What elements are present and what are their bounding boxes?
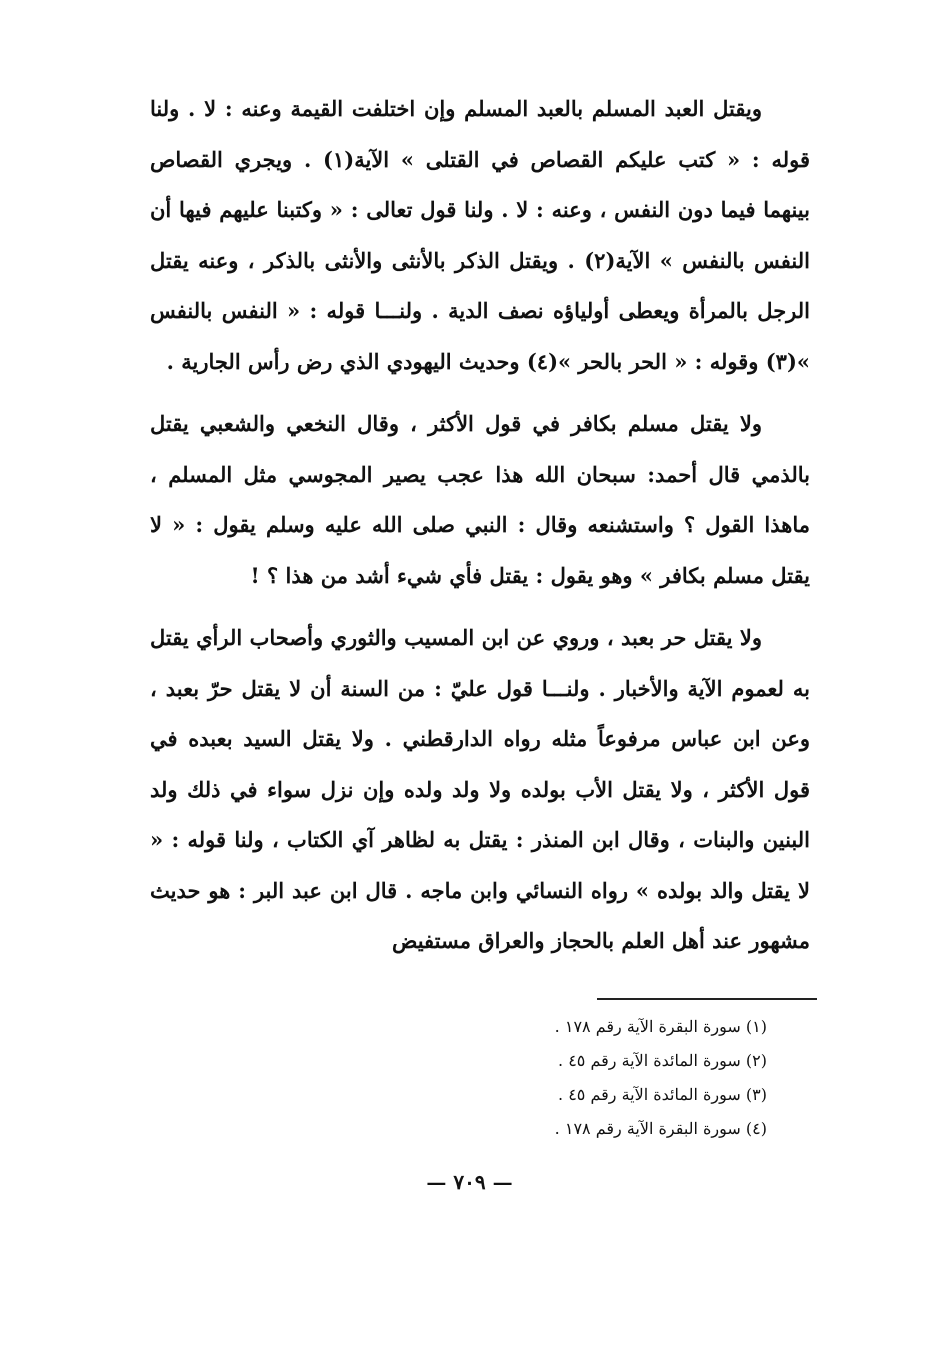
- main-text: [150, 84, 810, 967]
- footnote-divider: [597, 998, 817, 1000]
- page-number: — ٧٠٩ —: [426, 1170, 513, 1194]
- footnote-3: (٣) سورة المائدة الآية رقم ٤٥ .: [558, 1085, 767, 1104]
- footnote-4: (٤) سورة البقرة الآية رقم ١٧٨ .: [554, 1119, 767, 1138]
- paragraph-1: ويقتل العبد المسلم بالعبد المسلم وإن اختلفت القيمة وعنه : لا . ولنا قوله : « كتب عليكم القصاص في القتلى » الآية(١) . ويجري القصاص بينهما فيما دون النفس ، وعنه : لا . ولنا قول تعالى : « وكتبنا عليهم فيها أن النفس بالنفس » الآية(٢) . ويقتل الذكر بالأنثى والأنثى بالذكر ، وعنه يقتل الرجل بالمرأة ويعطى أولياؤه نصف الدية . ولنـــا قوله : « النفس بالنفس »(٣) وقوله : « الحر بالحر »(٤) وحديث اليهودي الذي رض رأس الجارية .: [150, 96, 810, 374]
- footnote-2: (٢) سورة المائدة الآية رقم ٤٥ .: [558, 1051, 767, 1070]
- paragraph-2: ولا يقتل مسلم بكافر في قول الأكثر ، وقال النخعي والشعبي يقتل بالذمي قال أحمد: سبحان الله هذا عجب يصير المجوسي مثل المسلم ، ماهذا القول ؟ واستشنعه وقال : النبي صلى الله عليه وسلم يقول : « لا يقتل مسلم بكافر » وهو يقول : يقتل فأي شيء أشد من هذا ؟ !: [150, 411, 810, 588]
- footnotes-list: [467, 1010, 767, 1146]
- paragraph-3: ولا يقتل حر بعبد ، وروي عن ابن المسيب والثوري وأصحاب الرأي يقتل به لعموم الآية والأخبار . ولنـــا قول عليّ : من السنة أن لا يقتل حرّ بعبد ، وعن ابن عباس مرفوعاً مثله رواه الدارقطني . ولا يقتل السيد بعبده في قول الأكثر ، ولا يقتل الأب بولده ولا ولد ولده وإن نزل سواء في ذلك ولد البنين والبنات ، وقال ابن المنذر : يقتل به لظاهر آي الكتاب ، ولنا قوله : « لا يقتل والد بولده » رواه النسائي وابن ماجه . قال ابن عبد البر : هو حديث مشهور عند أهل العلم بالحجاز والعراق مستفيض: [150, 625, 810, 953]
- footnote-1: (١) سورة البقرة الآية رقم ١٧٨ .: [554, 1017, 767, 1036]
